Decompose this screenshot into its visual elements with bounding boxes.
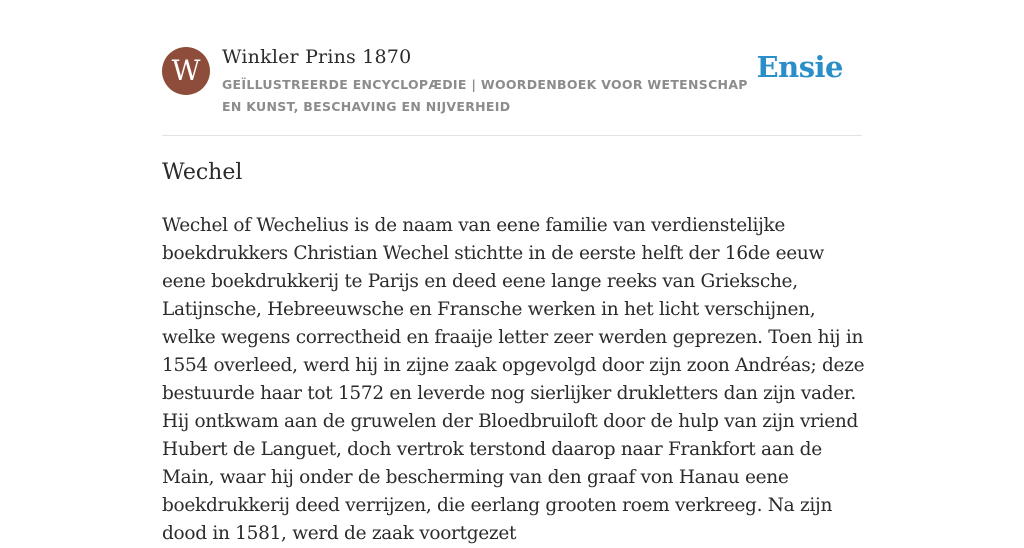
avatar[interactable]: W bbox=[162, 47, 210, 95]
header bbox=[162, 44, 862, 134]
book-title[interactable]: Winkler Prins 1870 bbox=[222, 46, 412, 68]
brand-logo[interactable]: Ensie bbox=[756, 50, 843, 84]
article-title: Wechel bbox=[162, 160, 243, 185]
article-body: Wechel of Wechelius is de naam van eene familie van verdienstelijke boekdrukkers Christian Wechel stichtte in de eerste helft der 16de eeuw eene boekdrukkerij te Parijs en deed eene lange reeks van Grieksche, Latijnsche, Hebreeuwsche en Fransche werken in het licht verschijnen, welke wegens correctheid en fraaije letter zeer werden geprezen. Toen hij in 1554 overleed, werd hij in zijne zaak opgevolgd door zijn zoon Andréas; deze bestuurde haar tot 1572 en leverde nog sierlijker drukletters dan zijn vader. Hij ontkwam aan de gruwelen der Bloedbruiloft door de hulp van zijn vriend Hubert de Languet, doch vertrok terstond daarop naar Frankfort aan de Main, waar hij onder de bescherming van den graaf von Hanau eene boekdrukkerij deed verrijzen, die eerlang grooten roem verkreeg. Na zijn dood in 1581, werd de zaak voortgezet bbox=[162, 215, 865, 544]
divider bbox=[162, 135, 862, 136]
book-subtitle: GEÏLLUSTREERDE ENCYCLOPÆDIE | WOORDENBOEK VOOR WETENSCHAP EN KUNST, BESCHAVING EN NIJVERHEID bbox=[222, 77, 748, 114]
